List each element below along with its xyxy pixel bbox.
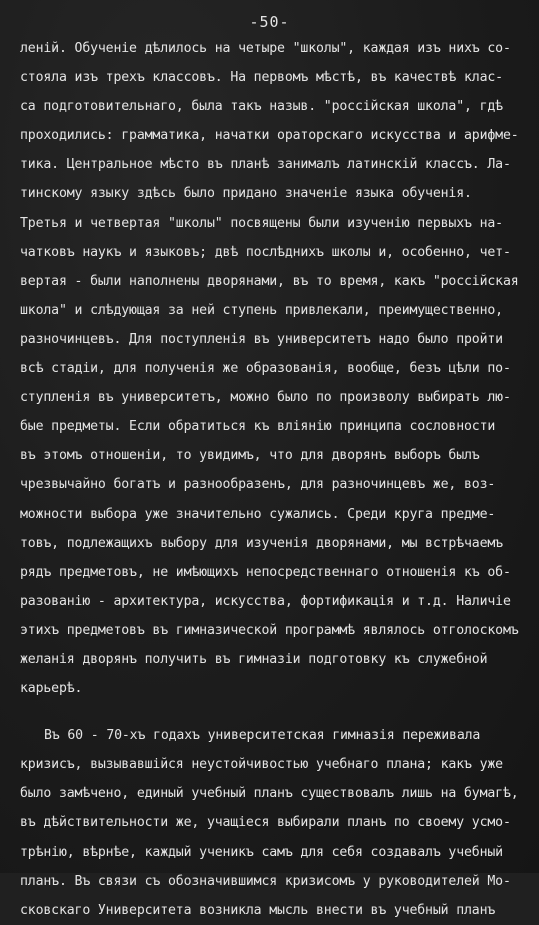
text-line: тинскому языку здѣсь было придано значеніе языка обученія.: [20, 186, 472, 202]
text-line: Въ 60 - 70-хъ годахъ университетская гимназія переживала: [44, 728, 481, 744]
text-line: сковскаго Университета возникла мысль внести въ учебный планъ: [20, 902, 496, 918]
text-line: са подготовительнаго, была такъ назыв. "россійская школа", гдѣ: [20, 99, 503, 115]
text-line: вертая - были наполнены дворянами, въ то время, какъ "россійская: [20, 273, 519, 289]
text-line: проходились: грамматика, начатки ораторскаго искусства и арифме-: [20, 128, 519, 144]
text-line: чатковъ наукъ и языковъ; двѣ послѣднихъ школы и, особенно, чет-: [20, 244, 511, 260]
text-line: рядъ предметовъ, не имѣющихъ непосредственнаго отношенія къ об-: [20, 564, 511, 580]
text-line: бые предметы. Если обратиться къ вліянію принципа сословности: [20, 419, 496, 435]
text-line: разночинцевъ. Для поступленія въ университетъ надо было пройти: [20, 331, 503, 347]
text-line: кризисъ, вызывавшійся неустойчивостью учебнаго плана; какъ уже: [20, 757, 503, 773]
text-line: товъ, подлежащихъ выбору для изученія дворянами, мы встрѣчаемъ: [20, 535, 503, 551]
text-line: всѣ стадіи, для полученія же образованія, вообще, безъ цѣли по-: [20, 361, 511, 377]
text-line: было замѣчено, единый учебный планъ существовалъ лишь на бумагѣ,: [20, 786, 519, 802]
text-line: желанія дворянъ получить въ гимназіи подготовку къ служебной: [20, 651, 488, 667]
text-line: въ дѣйствительности же, учащіеся выбирали планъ по своему усмо-: [20, 815, 511, 831]
text-line: леній. Обученіе дѣлилось на четыре "школы", каждая изъ нихъ со-: [20, 41, 511, 56]
text-line: планъ. Въ связи съ обозначившимся кризисомъ у руководителей Мо-: [20, 873, 511, 889]
text-line: можности выбора уже значительно сужались. Среди круга предме-: [20, 506, 496, 522]
text-line: этихъ предметовъ въ гимназической программѣ являлось отголоскомъ: [20, 622, 519, 638]
body-text: [20, 34, 530, 925]
text-line: карьерѣ.: [20, 681, 83, 697]
text-line: трѣнію, вѣрнѣе, каждый ученикъ самъ для себя создавалъ учебный: [20, 844, 503, 860]
text-line: чрезвычайно богатъ и разнообразенъ, для разночинцевъ же, воз-: [20, 477, 496, 493]
paragraph-gap: [20, 703, 530, 721]
text-line: Третья и четвертая "школы" посвящены были изученію первыхъ на-: [20, 215, 503, 231]
text-line: ступленія въ университетъ, можно было по произволу выбирать лю-: [20, 390, 511, 406]
text-line: въ этомъ отношеніи, то увидимъ, что для дворянъ выборъ былъ: [20, 448, 480, 464]
text-line: тика. Центральное мѣсто въ планѣ занималъ латинскій классъ. Ла-: [20, 157, 511, 173]
text-line: школа" и слѣдующая за ней ступень привлекали, преимущественно,: [20, 302, 503, 318]
text-line: разованію - архитектура, искусства, фортификація и т.д. Наличіе: [20, 593, 511, 609]
text-line: стояла изъ трехъ классовъ. На первомъ мѣстѣ, въ качествѣ клас-: [20, 70, 503, 86]
page-number: -50-: [249, 13, 290, 31]
